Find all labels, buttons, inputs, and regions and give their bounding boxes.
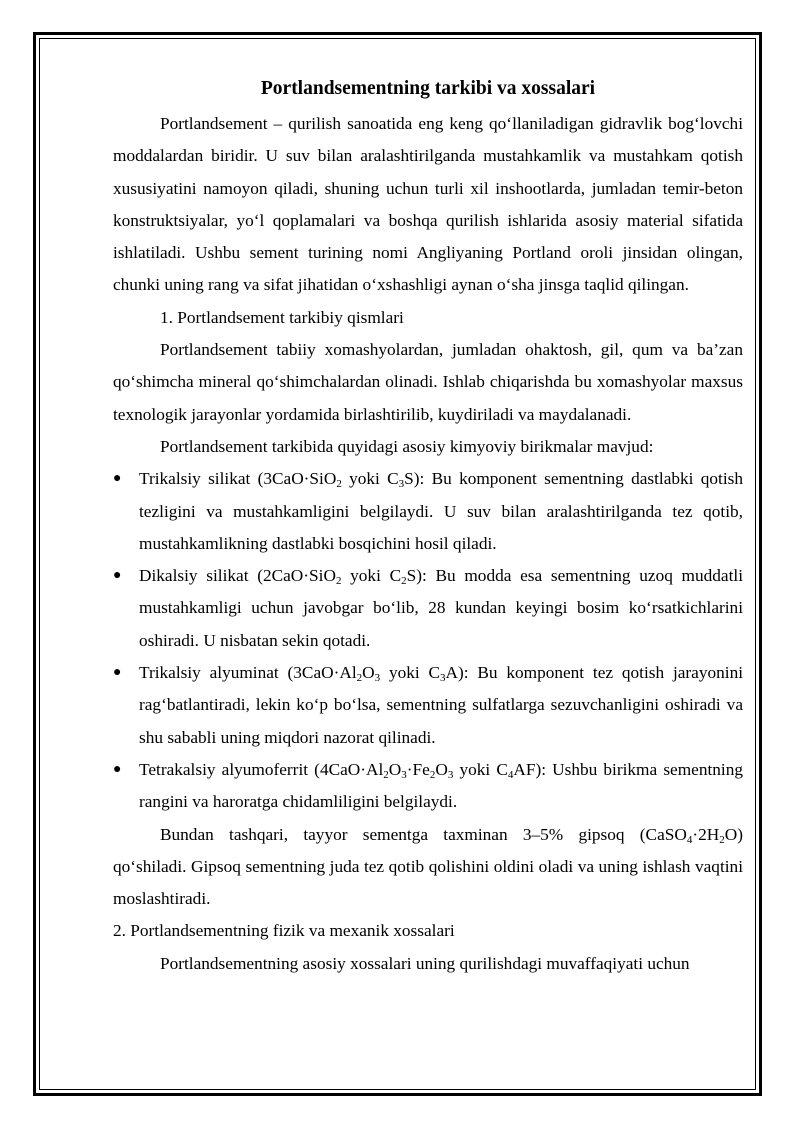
bullet-icon: ● bbox=[113, 761, 122, 777]
document-body bbox=[113, 74, 743, 980]
list-item-tricalcium-aluminate: ● Trikalsiy alyuminat ($3CaO\cdot Al_2O_3$ yoki $C_3A$): Bu komponent tez qotish jarayonini rag‘batlantiradi, lekin ko‘p bo‘lsa, sementning sulfatlarga sezuvchanligini oshiradi va shu sababli uning miqdori nazorat qilinadi. bbox=[113, 657, 743, 754]
bullet-icon: ● bbox=[113, 471, 122, 487]
section1-heading: 1. Portlandsement tarkibiy qismlari bbox=[160, 307, 404, 327]
list-item-tricalcium-silicate: ● Trikalsiy silikat (3CaO·SiO$_2$ yoki $C_3S$): Bu komponent sementning dastlabki qotish tezligini va mustahkamligini belgilaydi. U suv bilan aralashtirilganda tez qotib, mustahkamlikning dastlabki bosqichini hosil qiladi. bbox=[113, 463, 743, 560]
section1-paragraph-1: Portlandsement tabiiy xomashyolardan, jumladan ohaktosh, gil, qum va ba’zan qo‘shimcha mineral qo‘shimchalardan olinadi. Ishlab chiqarishda bu xomashyolar maxsus texnologik jarayonlar yordamida birlashtirilib, kuydiriladi va maydalanadi. bbox=[113, 340, 743, 424]
bullet-icon: ● bbox=[113, 665, 122, 681]
gypsum-paragraph: Bundan tashqari, tayyor sementga taxminan 3–5% gipsoq $(CaSO_4\cdot 2H_2O)$ qo‘shiladi. Gipsoq sementning juda tez qotib qolishini oldini oladi va uning ishlash vaqtini moslashtiradi. bbox=[113, 824, 743, 909]
section2-heading: 2. Portlandsementning fizik va mexanik xossalari bbox=[113, 921, 455, 941]
document-title: Portlandsementning tarkibi va xossalari bbox=[260, 78, 596, 99]
bullet-icon: ● bbox=[113, 568, 122, 584]
section2-paragraph-1: Portlandsementning asosiy xossalari uning qurilishdagi muvaffaqiyati uchun bbox=[160, 953, 690, 973]
compounds-list bbox=[113, 463, 743, 818]
list-item-tetracalcium-aluminoferrite: ● Tetrakalsiy alyumoferrit ($4CaO\cdot Al_2O_3\cdot Fe_2O_3$ yoki $C_4AF$): Ushbu birikma sementning rangini va haroratga chidamliligini belgilaydi. bbox=[113, 754, 743, 819]
intro-paragraph: Portlandsement – qurilish sanoatida eng keng qo‘llaniladigan gidravlik bog‘lovchi moddalardan biridir. U suv bilan aralashtirilganda mustahkamlik va mustahkam qotish xususiyatini namoyon qiladi, shuning uchun turli xil inshootlarda, jumladan temir-beton konstruktsiyalar, yo‘l qoplamalari va boshqa qurilish ishlarida asosiy material sifatida ishlatiladi. Ushbu sement turining nomi Angliyaning Portland oroli jinsidan olingan, chunki uning rang va sifat jihatidan o‘xshashligi aynan o‘sha jinsga taqlid qilingan. bbox=[113, 114, 743, 295]
section1-paragraph-2: Portlandsement tarkibida quyidagi asosiy kimyoviy birikmalar mavjud: bbox=[160, 436, 654, 456]
list-item-dicalcium-silicate: ● Dikalsiy silikat (2CaO·SiO$_2$ yoki $C_2S$): Bu modda esa sementning uzoq muddatli mustahkamligi uchun javobgar bo‘lib, 28 kundan keyingi bosim ko‘rsatkichlarini oshiradi. U nisbatan sekin qotadi. bbox=[113, 560, 743, 657]
